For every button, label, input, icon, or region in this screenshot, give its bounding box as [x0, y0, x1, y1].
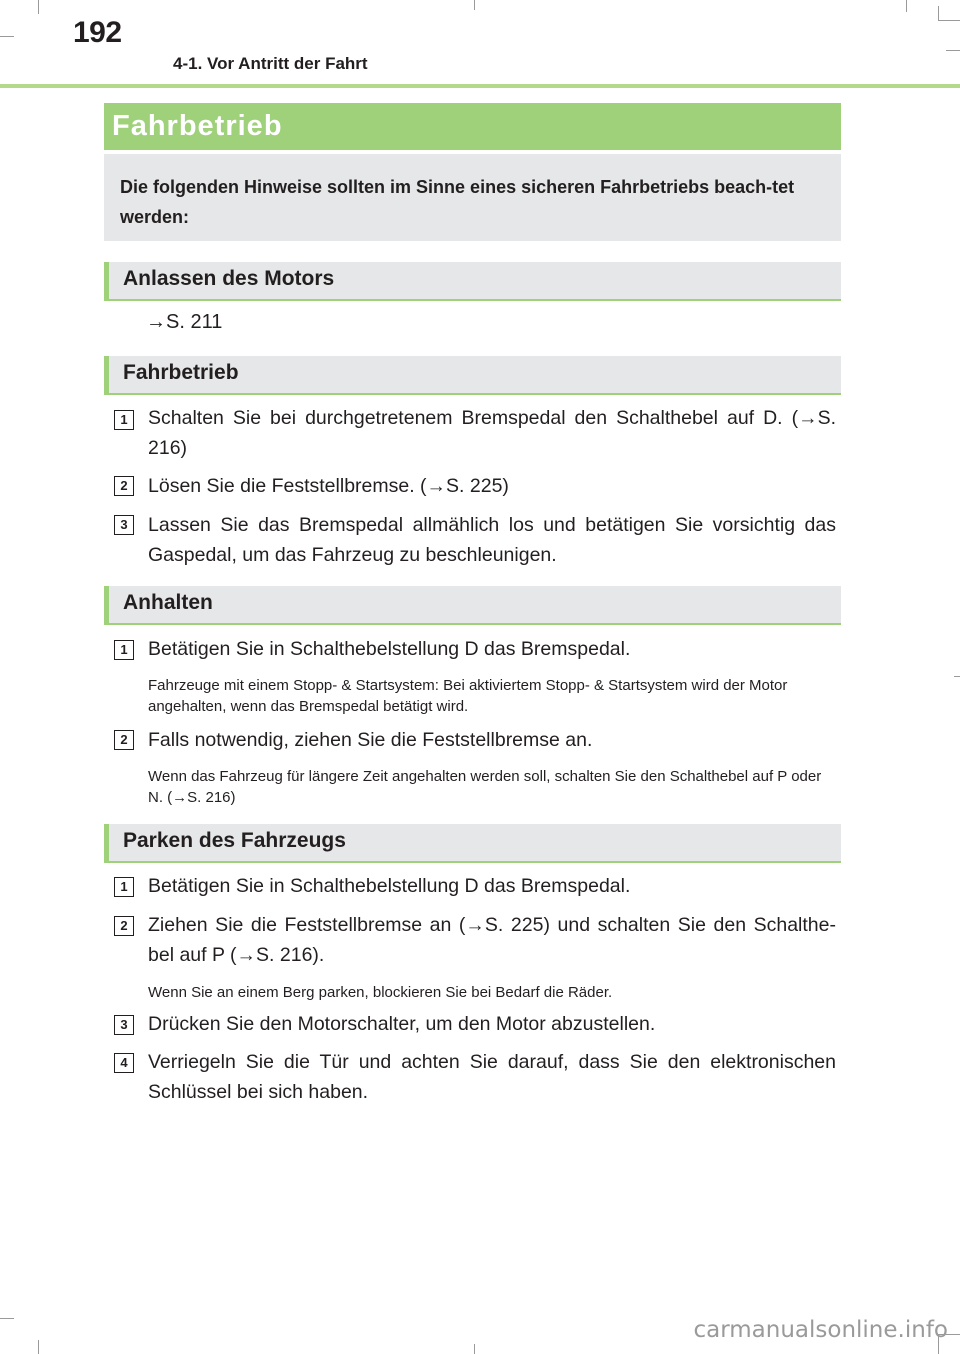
watermark: carmanualsonline.info: [693, 1317, 948, 1343]
page-number: 192: [73, 16, 122, 49]
header-rule: [0, 84, 960, 88]
crop-mark: [38, 1340, 39, 1354]
subsection-anlassen-heading: Anlassen des Motors: [104, 262, 841, 301]
step-number: 2: [114, 476, 134, 496]
chapter-title: 4-1. Vor Antritt der Fahrt: [173, 54, 368, 73]
step-note: Wenn Sie an einem Berg parken, blockieren Sie bei Bedarf die Räder.: [148, 984, 613, 1001]
step-number: 1: [114, 877, 134, 897]
subsection-anhalten-heading: Anhalten: [104, 586, 841, 625]
step-number: 3: [114, 1015, 134, 1035]
step-text: Betätigen Sie in Schalthebelstellung D das Bremspedal.: [148, 638, 631, 660]
step-text: Schalten Sie bei durchgetretenem Bremspedal den Schalthebel auf D. (→S. 216): [148, 407, 836, 459]
section-title: Fahrbetrieb: [104, 103, 841, 150]
step-number: 4: [114, 1053, 134, 1073]
subsection-fahrbetrieb-heading: Fahrbetrieb: [104, 356, 841, 395]
step-number: 3: [114, 515, 134, 535]
step-number: 2: [114, 916, 134, 936]
crop-mark: [906, 0, 907, 12]
step-number: 1: [114, 640, 134, 660]
step-note: Wenn das Fahrzeug für längere Zeit angehalten werden soll, schalten Sie den Schalthebel auf P oder N. (→S. 216): [148, 768, 822, 806]
step-text: Verriegeln Sie die Tür und achten Sie darauf, dass Sie den elektronischen Schlüssel bei sich haben.: [148, 1051, 836, 1103]
step-note: Fahrzeuge mit einem Stopp- & Startsystem: Bei aktiviertem Stopp- & Startsystem wird der Motor angehalten, wenn das Bremspedal betätigt wird.: [148, 677, 788, 715]
crop-mark: [954, 676, 960, 677]
subsection-parken-heading: Parken des Fahrzeugs: [104, 824, 841, 863]
step-text: Falls notwendig, ziehen Sie die Feststellbremse an.: [148, 729, 593, 751]
step-text: Ziehen Sie die Feststellbremse an (→S. 225) und schalten Sie den Schalthe-bel auf P (→S. 216).: [148, 914, 836, 966]
crop-mark: [938, 6, 939, 20]
step-text: Betätigen Sie in Schalthebelstellung D das Bremspedal.: [148, 875, 631, 897]
crop-mark: [946, 50, 960, 51]
crop-mark: [474, 1344, 475, 1354]
crop-mark: [0, 1318, 14, 1319]
crop-mark: [474, 0, 475, 10]
step-text: Lösen Sie die Feststellbremse. (→S. 225): [148, 475, 509, 497]
page-reference: →S. 211: [146, 311, 223, 333]
step-text: Lassen Sie das Bremspedal allmählich los und betätigen Sie vorsichtig das Gaspedal, um das Fahrzeug zu beschleunigen.: [148, 514, 836, 566]
step-text: Drücken Sie den Motorschalter, um den Motor abzustellen.: [148, 1013, 656, 1035]
step-number: 1: [114, 410, 134, 430]
step-number: 2: [114, 730, 134, 750]
crop-mark: [38, 0, 39, 14]
crop-mark: [938, 20, 960, 21]
intro-box: Die folgenden Hinweise sollten im Sinne eines sicheren Fahrbetriebs beach-tet werden:: [104, 154, 841, 241]
crop-mark: [0, 36, 14, 37]
